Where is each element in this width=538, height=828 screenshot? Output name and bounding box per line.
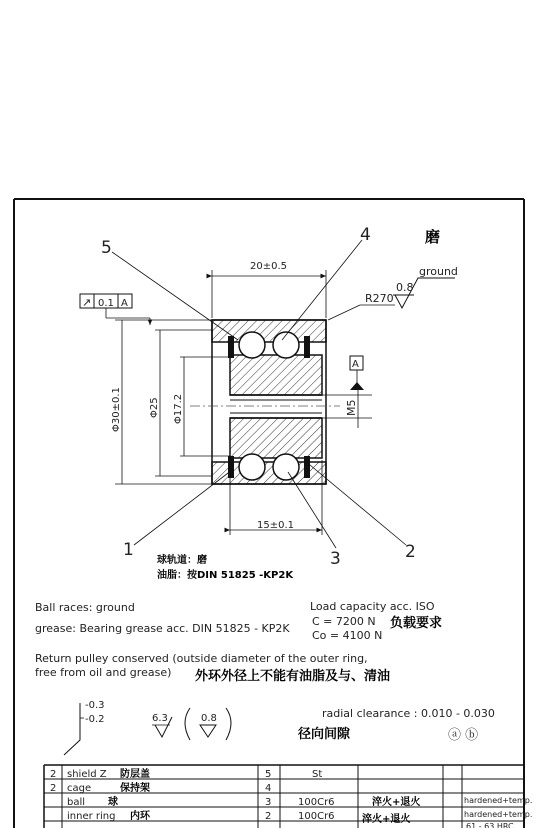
- table-row-treat: hardened+temp.: [464, 810, 533, 819]
- table-row-cn: 内环: [130, 811, 150, 822]
- note-load-c: C = 7200 N: [312, 615, 376, 628]
- bearing-section: [190, 320, 340, 484]
- dim-d172: Φ17.2: [173, 393, 184, 424]
- inner-ring-section: [230, 418, 322, 458]
- radius-label: R270: [365, 292, 394, 305]
- tol-lower: -0.2: [85, 714, 105, 725]
- table-row-cn: 球: [108, 797, 118, 808]
- table-row-cn: 保持架: [120, 783, 150, 794]
- rough-08: 0.8: [201, 713, 217, 724]
- callout-4: 4: [360, 225, 371, 245]
- cn-clearance: 径向间隙: [298, 727, 351, 742]
- table-row-material: 100Cr6: [298, 797, 335, 808]
- note-grease: grease: Bearing grease acc. DIN 51825 - KP2K: [35, 622, 290, 635]
- table-row-no: 2: [50, 769, 57, 780]
- callout-1: 1: [123, 540, 134, 560]
- ball: [239, 332, 265, 358]
- table-row-no: 4: [265, 783, 272, 794]
- table-row-hrc: 61 - 63 HRC: [466, 822, 514, 828]
- note-load-title: Load capacity acc. ISO: [310, 600, 435, 613]
- shield: [228, 456, 234, 478]
- callout-labels: [101, 225, 416, 569]
- table-row-no: 2: [50, 783, 57, 794]
- tolerance-symbol: ↗: [82, 296, 92, 309]
- ball: [239, 454, 265, 480]
- ball: [273, 454, 299, 480]
- table-row-treat: hardened+temp.: [464, 796, 533, 805]
- table-row-no: 3: [265, 797, 272, 808]
- table-row-cn: 淬火+退火: [372, 797, 421, 808]
- table-row-cn: 防层盖: [120, 769, 150, 780]
- datum-box: A: [352, 359, 359, 370]
- note-return-pulley-1: Return pulley conserved (outside diameter of the outer ring,: [35, 652, 368, 665]
- shield: [304, 336, 310, 358]
- cn-note-grease: 油脂：按DIN 51825 -KP2K: [157, 570, 294, 581]
- table-row-material: St: [312, 769, 323, 780]
- table-row-name: shield Z: [67, 769, 107, 780]
- ground-label: ground: [419, 265, 458, 278]
- table-row-no: 5: [265, 769, 272, 780]
- parts-table: [44, 765, 532, 828]
- shield: [228, 336, 234, 358]
- m5-label: M5: [345, 399, 358, 416]
- table-row-name: inner ring: [67, 811, 116, 822]
- callout-2: 2: [405, 542, 416, 562]
- cn-load-req: 负载要求: [390, 616, 443, 631]
- callout-3: 3: [330, 549, 341, 569]
- roughness-label: 0.8: [396, 281, 414, 294]
- table-row-name: ball: [67, 797, 86, 808]
- rough-63: 6.3: [152, 713, 168, 724]
- dim-width-top: 20±0.5: [250, 261, 288, 272]
- mo-label: 磨: [425, 228, 441, 246]
- table-row-cn: 淬火+退火: [362, 814, 411, 825]
- callout-5: 5: [101, 238, 112, 258]
- dim-width-bottom: 15±0.1: [257, 520, 295, 531]
- note-load-c0: Co = 4100 N: [312, 629, 383, 642]
- cn-note-races: 球轨道：磨: [157, 555, 207, 566]
- ball: [273, 332, 299, 358]
- marks: ⓐ ⓑ: [448, 728, 479, 743]
- inner-ring-section: [230, 355, 322, 395]
- dim-d30: Φ30±0.1: [111, 387, 122, 432]
- table-row-name: cage: [67, 783, 92, 794]
- tol-upper: -0.3: [85, 700, 105, 711]
- dim-d25: Φ25: [149, 397, 160, 418]
- tolerance-value: 0.1: [98, 298, 114, 309]
- datum-ref: A: [121, 298, 128, 309]
- table-row-no: 2: [265, 811, 272, 822]
- shield: [304, 456, 310, 478]
- table-row-material: 100Cr6: [298, 811, 335, 822]
- note-ball-races: Ball races: ground: [35, 601, 135, 614]
- cn-outer-ring: 外环外径上不能有油脂及与、清油: [195, 669, 391, 684]
- note-return-pulley-2: free from oil and grease): [35, 666, 172, 679]
- radial-clearance: radial clearance : 0.010 - 0.030: [322, 707, 495, 720]
